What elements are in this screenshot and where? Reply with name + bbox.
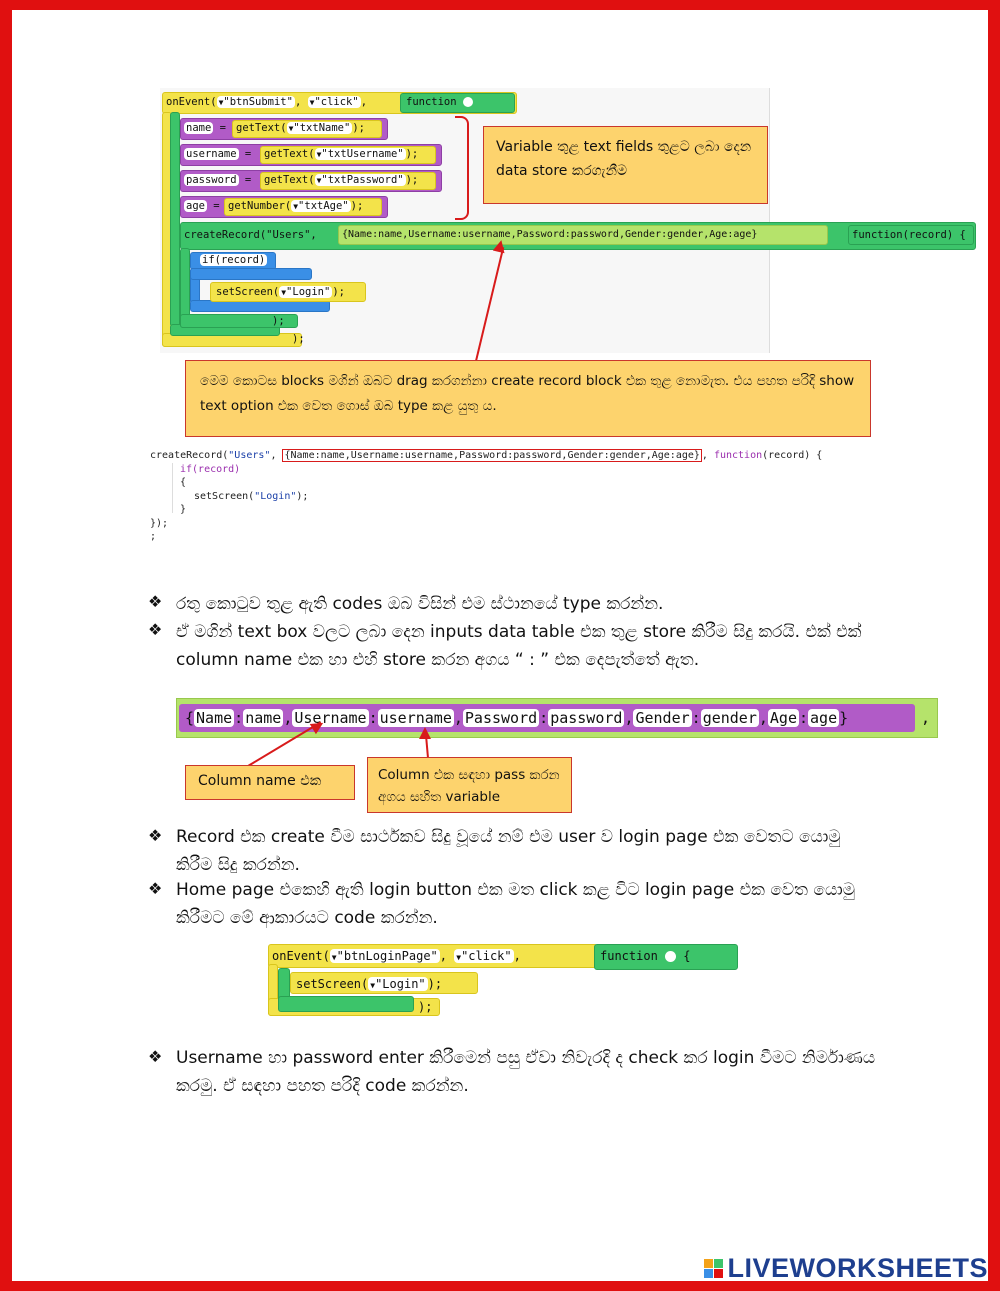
var-age: age	[186, 200, 205, 212]
submit-event-blocks: onEvent( ▼"btnSubmit" , ▼"click" , function name = getText( ▼"txtName" ); username = getText( ▼"txtUsername" ); password = getText( ▼"txtPassword" ); age = getNumber( ▼"txtAge" ); createRecord("Users", {Name:name,Username:username,Password:password,Gender:gender,Age:age} function(record) { ); ); if(record) setScreen( ▼"Login" );	[160, 88, 980, 353]
var-name: name	[186, 122, 212, 134]
note-variables: Variable තුළ text fields තුළට ලබා දෙන data store කරගැනීම	[483, 126, 768, 204]
var-username: username	[186, 148, 237, 160]
if-record: if(record)	[202, 254, 266, 266]
txtusername-arg: "txtUsername"	[321, 148, 404, 160]
txtname-arg: "txtName"	[293, 122, 351, 134]
obj-value: password	[550, 709, 623, 727]
obj-value: gender	[702, 709, 757, 727]
obj-key: Age	[769, 709, 797, 727]
bullet-text: ඒ මගින් text box වලට ලබා දෙන inputs data table එක තුළ store කිරීම සිදු කරයි. එක් එක් column name එක හා එහි store කරන අගය “ : ” එක දෙපැත්තේ ඇත.	[176, 622, 862, 670]
obj-value: age	[810, 709, 838, 727]
login-arg: "Login"	[286, 286, 331, 298]
bullet-text: Home page එකෙහි ඇති login button එක මත click කළ විට login page එක වෙත යොමු කිරීමට මේ ආකාරයට code කරන්න.	[176, 880, 855, 928]
bullet-icon: ❖	[148, 592, 163, 611]
bullet-text: රතු කොටුව තුළ ඇති codes ඔබ විසින් එම ස්ථානයේ type කරන්න.	[176, 594, 664, 614]
lws-icon	[704, 1259, 723, 1278]
createrecord-label: createRecord("Users",	[184, 229, 317, 241]
obj-key: Password	[464, 709, 538, 727]
txtpassword-arg: "txtPassword"	[321, 174, 404, 186]
record-object-bar: { Name : name , Username : username , Password : password , Gender : gender , Age : age } ,	[176, 698, 938, 738]
note-show-text: මෙම කොටස blocks මගින් ඔබට drag කරගන්නා create record block එක තුළ නොමැත. එය පහත පරිදි show text option එක වෙත ගොස් ඔබ type කළ යුතු ය.	[185, 360, 871, 437]
liveworksheets-logo	[704, 1253, 988, 1284]
brand-text: LIVEWORKSHEETS	[727, 1253, 988, 1283]
obj-key: Username	[294, 709, 367, 727]
setscreen-label: setScreen(	[296, 977, 369, 991]
obj-value: name	[245, 709, 282, 727]
arrowhead-column-value	[419, 727, 431, 739]
bullet-text: Username හා password enter කිරීමෙන් පසු ඒවා නිවැරදි ද check කර login වීමට නිර්මාණය කරමු. ඒ සඳහා පහත පරිදි code කරන්න.	[176, 1048, 876, 1096]
obj-value: username	[379, 709, 452, 727]
record-object-boxed: {Name:name,Username:username,Password:password,Gender:gender,Age:age}	[284, 450, 700, 461]
bullet-icon: ❖	[148, 1047, 163, 1066]
bullet-icon: ❖	[148, 879, 163, 898]
variable-bracket	[455, 116, 469, 220]
text-code-view: createRecord("Users", {Name:name,Username:username,Password:password,Gender:gender,Age:age} , function(record) { if(record) { setScreen("Login"); } }); ;	[150, 450, 823, 542]
function-record-label: function(record) {	[852, 229, 966, 241]
label-column-value: Column එක සඳහා pass කරන අගය සහිත variable	[367, 757, 572, 813]
label-column-name: Column name එක	[185, 765, 355, 800]
login-page-event-blocks: onEvent( ▼"btnLoginPage" , ▼"click" , function { setScreen( ▼"Login" ); );	[268, 940, 743, 1020]
btn-loginpage-arg: "btnLoginPage"	[336, 949, 438, 963]
bullet-icon: ❖	[148, 826, 163, 845]
function-label: function	[600, 949, 658, 963]
txtage-arg: "txtAge"	[298, 200, 349, 212]
onevent-label: onEvent(	[272, 949, 330, 963]
record-object: {Name:name,Username:username,Password:password,Gender:gender,Age:age}	[342, 229, 758, 240]
click-arg: "click"	[314, 96, 359, 108]
bullet-icon: ❖	[148, 620, 163, 639]
login-arg: "Login"	[375, 977, 426, 991]
obj-key: Gender	[635, 709, 690, 727]
click-arg: "click"	[461, 949, 512, 963]
setscreen-label: setScreen(	[216, 286, 280, 298]
bullet-text: Record එක create වීම සාර්ථකව සිදු වූයේ නම් එම user ව login page එක වෙතට යොමු කිරීම සිදු කරන්න.	[176, 827, 841, 875]
onevent-label: onEvent(	[166, 96, 217, 108]
function-label: function	[406, 96, 457, 108]
btn-submit-arg: "btnSubmit"	[223, 96, 293, 108]
obj-key: Name	[196, 709, 233, 727]
var-password: password	[186, 174, 237, 186]
